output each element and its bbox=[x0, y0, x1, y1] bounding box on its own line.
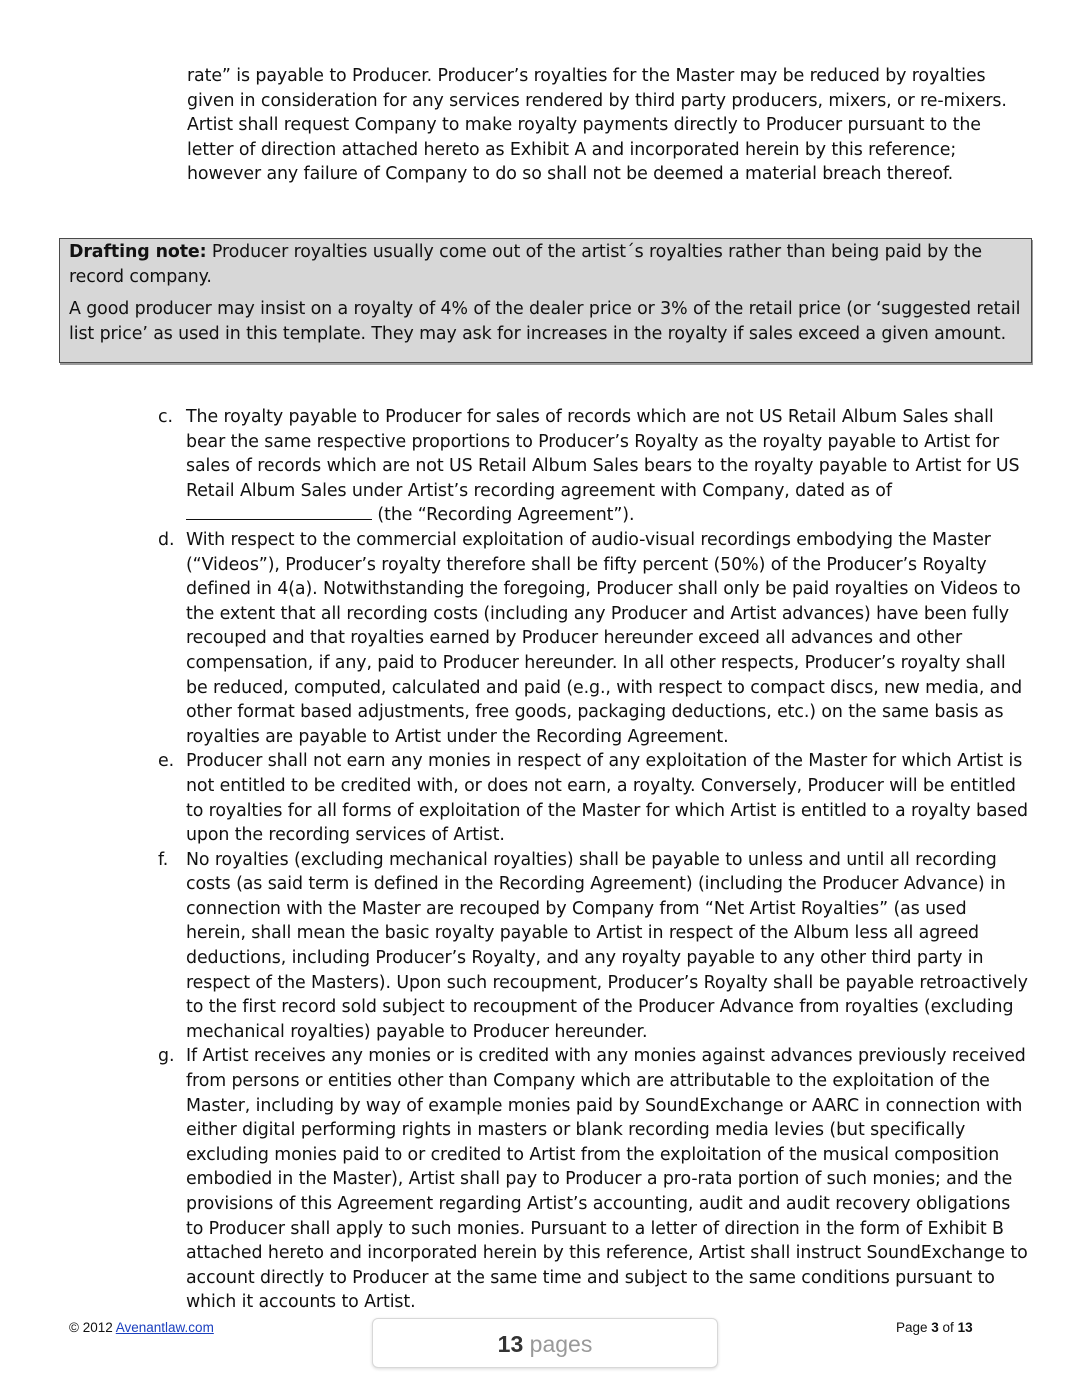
intro-paragraph: rate” is payable to Producer. Producer’s royalties for the Master may be reduced by royalties given in consideration for any services rendered by third party producers, mixers, or re-mixers. Artist shall request Company to make royalty payments directly to Producer pursuant to the letter of direction attached hereto as Exhibit A and incorporated herein by this reference; however any failure of Company to do so shall not be deemed a material breach thereof. bbox=[187, 66, 1007, 185]
total-page-number: 13 bbox=[957, 1320, 973, 1335]
copyright-text: © 2012 bbox=[69, 1320, 116, 1335]
avenantlaw-link[interactable]: Avenantlaw.com bbox=[115, 1320, 214, 1335]
drafting-note-label: Drafting note: bbox=[69, 242, 207, 262]
list-item-text: Producer shall not earn any monies in respect of any exploitation of the Master for which Artist is not entitled to be credited with, or does not earn, a royalty. Conversely, Producer will be entitled to royalties for all forms of exploitation of the Master for which Artist is entitled to a royalty based upon the recording services of Artist. bbox=[186, 751, 1028, 846]
list-item-text: If Artist receives any monies or is credited with any monies against advances previously received from persons or entities other than Company which are attributable to the exploitation of the Master, including by way of example monies paid by SoundExchange or AARC in connection with either digital performing rights in masters or blank recording media levies (but specifically excluding monies paid to or credited to Artist from the exploitation of the musical composition embodied in the Master), Artist shall pay to Producer a pro-rata portion of such monies; and the provisions of this Agreement regarding Artist’s accounting, audit and audit recovery obligations to Producer shall apply to such monies. Pursuant to a letter of direction in the form of Exhibit B attached hereto and incorporated herein by this reference, Artist shall instruct SoundExchange to account directly to Producer at the same time and subject to the same conditions pursuant to which it accounts to Artist. bbox=[186, 1046, 1028, 1313]
list-item-text-main: The royalty payable to Producer for sales of records which are not US Retail Album Sales shall bear the same respective proportions to Producer’s Royalty as the royalty payable to Artist for sales of records which are not US Retail Album Sales bears to the royalty payable to Artist for US Retail Album Sales under Artist’s recording agreement with Company, dated as of bbox=[186, 407, 1020, 501]
drafting-note-text-2: A good producer may insist on a royalty of 4% of the dealer price or 3% of the retail price (or ‘suggested retail list price’ as used in this template. They may ask for increases in the royalty if sales exceed a given amount. bbox=[69, 299, 1021, 344]
page-of-label: of bbox=[938, 1320, 958, 1335]
list-item-letter: e. bbox=[158, 751, 175, 772]
footer-page-number bbox=[896, 1320, 973, 1335]
drafting-note-paragraph-1 bbox=[69, 240, 1027, 289]
blank-date-line bbox=[186, 503, 372, 520]
page-count-label: pages bbox=[529, 1331, 593, 1357]
list-item bbox=[148, 405, 1028, 528]
drafting-note-text-1: Producer royalties usually come out of the artist´s royalties rather than being paid by the record company. bbox=[69, 242, 982, 287]
list-item-text bbox=[186, 405, 1028, 528]
list-item bbox=[148, 848, 1028, 1045]
list-item bbox=[148, 1044, 1028, 1315]
list-item bbox=[148, 528, 1028, 749]
list-item-letter: c. bbox=[158, 407, 173, 427]
list-item-text: With respect to the commercial exploitation of audio-visual recordings embodying the Master (“Videos”), Producer’s royalty therefore shall be fifty percent (50%) of the Producer’s Royalty defined in 4(a). Notwithstanding the foregoing, Producer shall only be paid royalties on Videos to the extent that all recording costs (including any Producer and Artist advances) have been fully recouped and that royalties earned by Producer hereunder exceed all advances and other compensation, if any, paid to Producer hereunder. In all other respects, Producer’s royalty shall be reduced, computed, calculated and paid (e.g., with respect to compact discs, new media, and other format based adjustments, free goods, packaging deductions, etc.) on the same basis as royalties are payable to Artist under the Recording Agreement. bbox=[186, 529, 1023, 747]
list-item bbox=[148, 749, 1028, 847]
page-label: Page bbox=[896, 1320, 932, 1335]
footer-copyright bbox=[69, 1320, 214, 1335]
drafting-note-box bbox=[59, 238, 1032, 363]
list-item-letter: g. bbox=[158, 1046, 175, 1067]
list-item-letter: d. bbox=[158, 529, 175, 550]
list-item-letter: f. bbox=[158, 849, 169, 870]
page-count-pill bbox=[372, 1318, 718, 1368]
page-count-number: 13 bbox=[497, 1331, 524, 1357]
clause-list bbox=[148, 405, 1028, 1315]
current-page-number: 3 bbox=[931, 1320, 939, 1335]
list-item-text: No royalties (excluding mechanical royalties) shall be payable to unless and until all recording costs (as said term is defined in the Recording Agreement) (including the Producer Advance) in connection with the Master are recouped by Company from “Net Artist Royalties” (as used herein, shall mean the basic royalty payable to Artist in respect of the Album less all agreed deductions, including Producer’s Royalty, and any royalty payable to any other third party in respect of the Masters). Upon such recoupment, Producer’s Royalty shall be payable retroactively to the first record sold subject to recoupment of the Producer Advance from royalties (excluding mechanical royalties) payable to Producer hereunder. bbox=[186, 849, 1028, 1042]
list-item-text-after-blank: (the “Recording Agreement”). bbox=[372, 505, 635, 526]
